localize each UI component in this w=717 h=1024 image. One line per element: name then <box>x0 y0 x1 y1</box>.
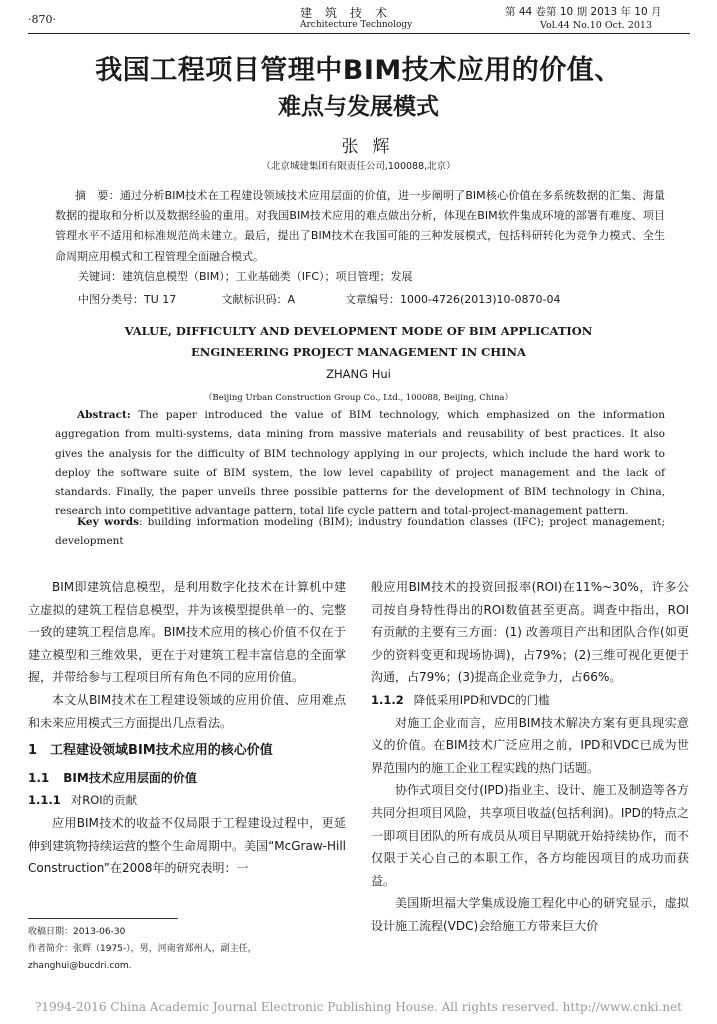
paper-title-en <box>0 321 717 363</box>
subsubsection-number: 1.1.2 <box>371 692 404 707</box>
section-heading: 1 工程建设领域BIM技术应用的核心价值 <box>28 743 273 759</box>
subsection-number: 1.1 <box>28 770 50 785</box>
document-code: 文献标识码：A <box>221 293 296 306</box>
keywords-cn: 关键词：建筑信息模型（BIM）；工业基础类（IFC）；项目管理；发展 <box>78 270 413 283</box>
journal-name-en: Architecture Technology <box>300 20 413 30</box>
body-paragraph: BIM即建筑信息模型，是利用数字化技术在计算机中建立虚拟的建筑工程信息模型，并为该模型提供单一的、完整一致的建筑工程信息库。BIM技术应用的核心价值不仅在于建立模型和三维效果，更在于对建筑工程丰富信息的全面掌握，并带给参与工程项目所有角色不同的应用价值。 <box>28 580 346 685</box>
footnote <box>28 924 346 975</box>
received-date: 收稿日期：2013-06-30 <box>28 927 126 937</box>
article-number: 文章编号：1000-4726(2013)10-0870-04 <box>345 293 561 306</box>
keywords-en-text: : building information modeling (BIM); industry foundation classes (IFC); project management; development <box>55 516 665 548</box>
body-paragraph: 应用BIM技术的收益不仅局限于工程建设过程中，更延伸到建筑物持续运营的整个生命周期中。美国“McGraw-Hill Construction”在2008年的研究表明：一 <box>28 815 346 876</box>
subsection-title: BIM技术应用层面的价值 <box>63 770 197 785</box>
body-paragraph: 般应用BIM技术的投资回报率(ROI)在11%~30%，许多公司按自身特性得出的ROI数值甚至更高。调查中指出，ROI有贡献的主要有三方面：(1) 改善项目产出和团队合作(如更少的资料变更和现场协调)，占79%；(2)三维可视化更便于沟通，占79%；(3)提高企业竞争力，占66%。 <box>371 580 689 685</box>
body-paragraph: 协作式项目交付(IPD)指业主、设计、施工及制造等各方共同分担项目风险，共享项目收益(包括利润)。IPD的特点之一即项目团队的所有成员从项目早期就开始持续协作，而不仅限于关心自己的本职工作，各方均能因项目的成功而获益。 <box>371 783 689 888</box>
author-email: zhanghui@bucdri.com. <box>28 961 132 971</box>
abstract-en <box>55 406 665 522</box>
affiliation-en: （Beijing Urban Construction Group Co., Ltd., 100088, Beijing, China） <box>203 393 513 403</box>
subsubsection-title: 对ROI的贡献 <box>70 793 138 808</box>
affiliation-cn: （北京城建集团有限责任公司,100088,北京） <box>261 161 456 172</box>
paper-title-en-line-1: VALUE, DIFFICULTY AND DEVELOPMENT MODE OF BIM APPLICATION <box>124 324 593 338</box>
body-paragraph: 对施工企业而言，应用BIM技术解决方案有更具现实意义的价值。在BIM技术广泛应用之前，IPD和VDC已成为世界范围内的施工企业工程实践的热门话题。 <box>371 715 689 775</box>
copyright-watermark: ?1994-2016 China Academic Journal Electronic Publishing House. All rights reserved. http://www.cnki.net <box>34 1000 683 1014</box>
page-number: ·870· <box>28 13 56 26</box>
subsubsection-title: 降低采用IPD和VDC的门槛 <box>413 692 550 707</box>
issue-info-cn: 第 44 卷第 10 期 2013 年 10 月 <box>505 6 662 18</box>
subsubsection-heading <box>28 789 346 812</box>
clc-number: 中图分类号：TU 17 <box>78 293 177 306</box>
abstract-cn: 摘 要：通过分析BIM技术在工程建设领域技术应用层面的价值，进一步阐明了BIM核心价值在多系统数据的汇集、海量数据的提取和分析以及数据经验的重用。对我国BIM技术应用的难点做出分析，体现在BIM软件集成环境的部署有难度、项目管理水平不适用和标准规范尚未建立。最后，提出了BIM技术在我国可能的三种发展模式，包括科研转化为竞争力模式、全生命周期应用模式和工程管理全面融合模式。 <box>55 189 665 263</box>
subsubsection-heading <box>371 689 689 712</box>
paper-title-line-1: 我国工程项目管理中BIM技术应用的价值、 <box>95 55 622 86</box>
abstract-en-label: Abstract: <box>77 409 131 421</box>
author-name-cn: 张辉 <box>341 137 404 157</box>
subsubsection-number: 1.1.1 <box>28 793 61 808</box>
journal-name-cn: 建筑技术 <box>300 6 401 20</box>
issue-info-en: Vol.44 No.10 Oct. 2013 <box>540 20 653 31</box>
paper-title-en-line-2: ENGINEERING PROJECT MANAGEMENT IN CHINA <box>191 345 526 359</box>
keywords-en-label: Key words <box>77 516 139 528</box>
body-paragraph: 美国斯坦福大学集成设施工程化中心的研究显示，虚拟设计施工流程(VDC)会给施工方带来巨大价 <box>371 896 689 933</box>
classification-line <box>78 291 678 307</box>
author-name-en: ZHANG Hui <box>326 367 391 381</box>
keywords-en <box>55 513 665 552</box>
paper-title-line-2: 难点与发展模式 <box>278 94 439 120</box>
body-paragraph: 本文从BIM技术在工程建设领域的应用价值、应用难点和未来应用模式三方面提出几点看法。 <box>28 692 346 730</box>
subsection-heading <box>28 767 346 790</box>
body-column-right <box>371 576 689 938</box>
author-bio: 作者简介：张辉（1975-），男，河南省郑州人，副主任， <box>28 944 257 954</box>
header-divider <box>28 33 690 34</box>
abstract-en-text: The paper introduced the value of BIM technology, which emphasized on the information aggregation from multi-systems, data mining from massive materials and reusability of best practices. It also gives the analysis for the difficulty of BIM technology applying in our projects, which include the hard work to deploy the software suite of BIM system, the low level capability of project management and the lack of standards. Finally, the paper unveils three possible patterns for the development of BIM technology in China, research into competitive advantage pattern, total life cycle pattern and total-project-management pattern. <box>55 409 665 518</box>
body-column-left <box>28 576 346 880</box>
footnote-divider <box>28 918 178 919</box>
